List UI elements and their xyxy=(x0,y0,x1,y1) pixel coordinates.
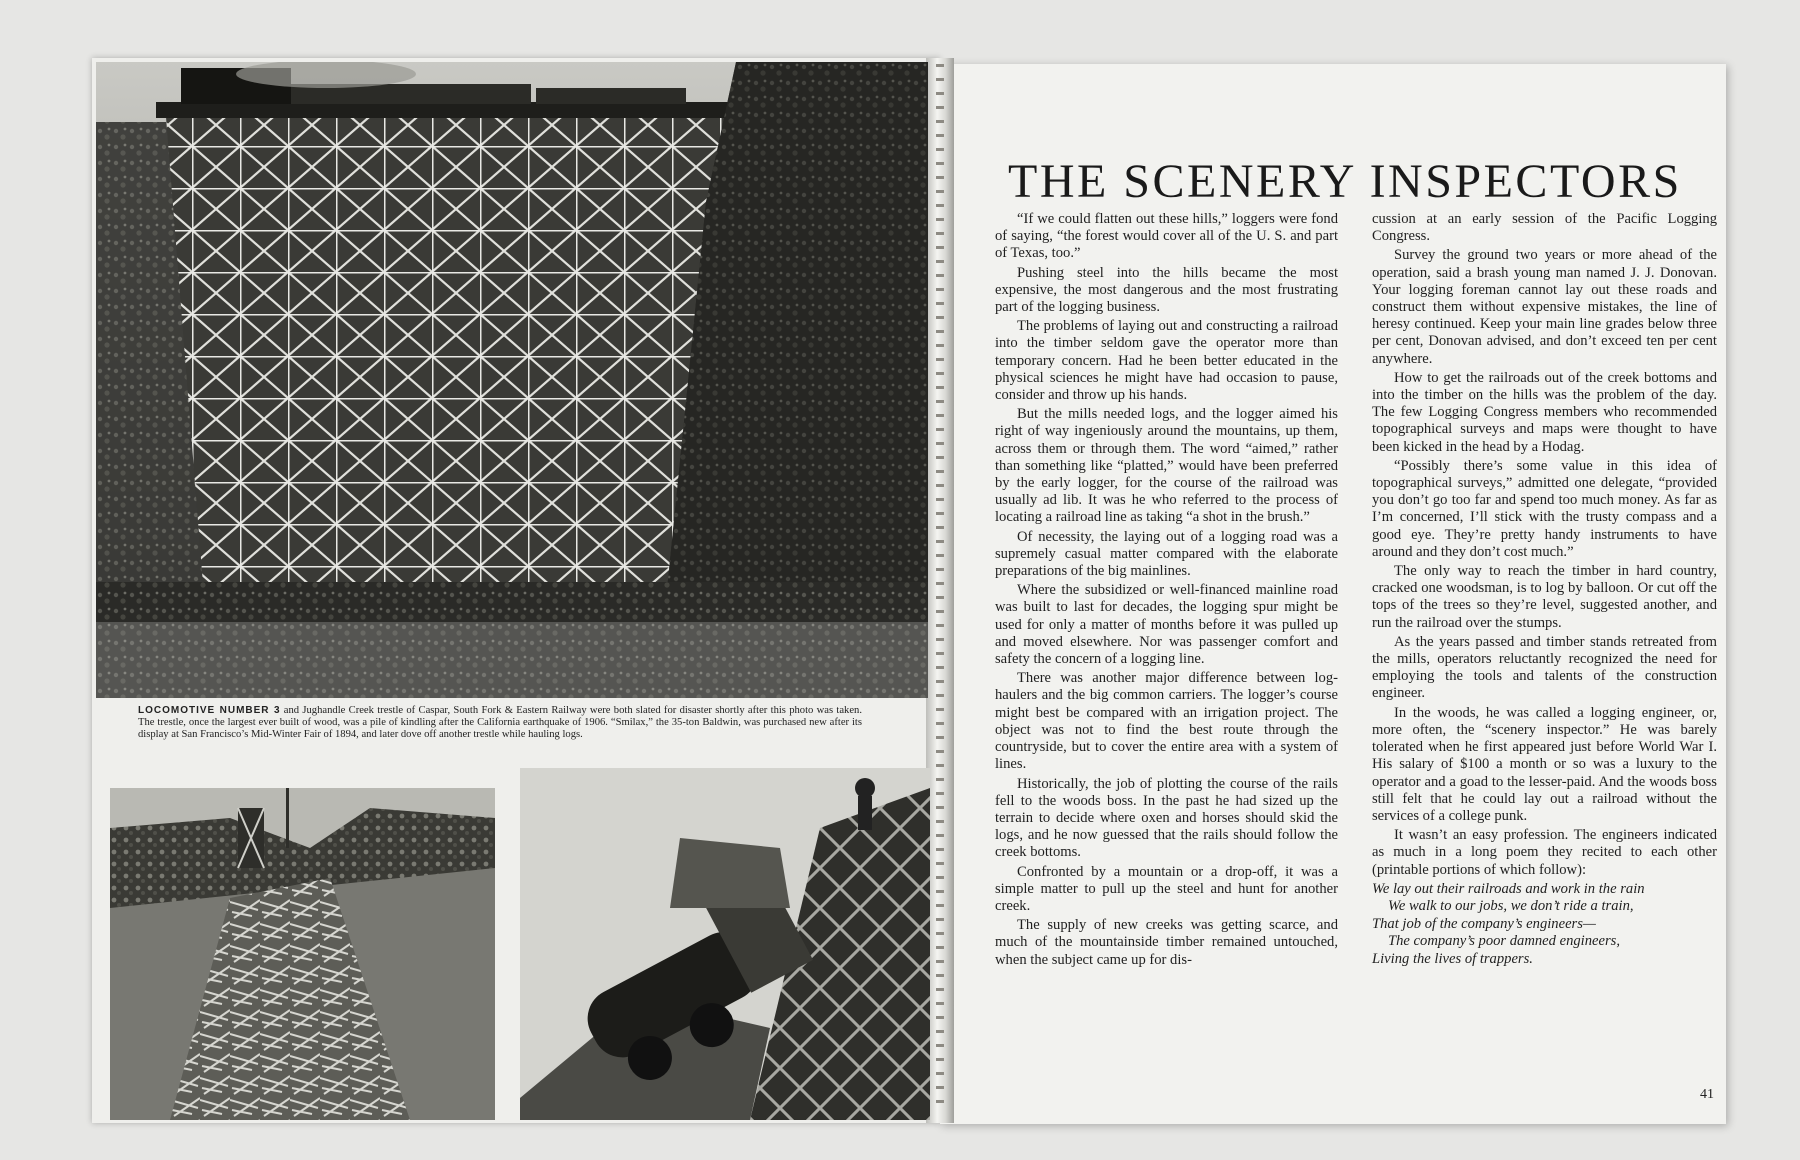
caption-text: and Jughandle Creek trestle of Caspar, South Fork & Eastern Railway were both slated for disaster shortly after this photo was taken. The trestle, once the largest ever built of wood, was a pile of kindling after the California earthquake of 1906. “Smilax,” the 35-ton Baldwin, was purchased new after its display at San Francisco’s Mid-Winter Fair of 1894, and later dove off another trestle while hauling logs. xyxy=(138,705,862,740)
paragraph: How to get the railroads out of the creek bottoms and into the timber on the hills was the problem of the day. The few Logging Congress members who recommended topographical surveys and maps were thought to have been kicked in the head by a Hodag. xyxy=(1372,369,1717,455)
poem-line: We walk to our jobs, we don’t ride a train, xyxy=(1388,898,1634,915)
paragraph: There was another major difference between log-haulers and the big common carriers. The logger’s course might best be compared with an irrigation project. The object was not to find the best route through the countryside, but to cover the entire area with a system of lines. xyxy=(995,670,1338,773)
trestle-photo-image xyxy=(96,62,928,698)
poem-line: The company’s poor damned engineers, xyxy=(1388,933,1620,950)
poem xyxy=(1372,881,1717,969)
article-column-1 xyxy=(995,211,1338,971)
wrecked-trestle-photo xyxy=(110,788,495,1120)
locomotive-wreck-image xyxy=(520,768,930,1120)
paragraph: Confronted by a mountain or a drop-off, it was a simple matter to pull up the steel and hunt for another creek. xyxy=(995,863,1338,914)
photo-caption xyxy=(138,705,862,741)
paragraph: Pushing steel into the hills became the most expensive, the most dangerous and the most frustrating part of the logging business. xyxy=(995,264,1338,316)
locomotive-wreck-photo xyxy=(520,768,930,1120)
paragraph: The problems of laying out and constructing a railroad into the timber seldom gave the operator more than temporary concern. Had he been better educated in the physical sciences he might have had occasion to pause, consider and throw up his hands. xyxy=(995,318,1338,404)
wrecked-trestle-image xyxy=(110,788,495,1120)
paragraph: Of necessity, the laying out of a logging road was a supremely casual matter compared with the elaborate preparations of the big mainlines. xyxy=(995,528,1338,580)
poem-line: Living the lives of trappers. xyxy=(1372,950,1533,967)
paragraph: “Possibly there’s some value in this idea of topographical surveys,” admitted one delegate, “provided you don’t go too far and spend too much money. As far as I’m concerned, I’ll stick with the trusty compass and a good eye. They’re pretty handy instruments to have around and they don’t cost much.” xyxy=(1372,457,1717,560)
poem-line: That job of the company’s engineers— xyxy=(1372,915,1596,932)
caption-lead: LOCOMOTIVE NUMBER 3 xyxy=(138,705,281,716)
paragraph: It wasn’t an easy profession. The engineers indicated as much in a long poem they recited to each other (printable portions of which follow): xyxy=(1372,827,1717,878)
paragraph: Historically, the job of plotting the course of the rails fell to the woods boss. In the past he had sized up the terrain to decide where oxen and horses should skid the logs, and he now guessed that the rails should follow the creek bottoms. xyxy=(995,775,1338,861)
paragraph-continuation: cussion at an early session of the Pacific Logging Congress. xyxy=(1372,211,1717,245)
trestle-photo xyxy=(96,62,928,698)
article-column-2 xyxy=(1372,211,1717,968)
paragraph: Survey the ground two years or more ahead of the operation, said a brash young man named J. J. Donovan. Your logging foreman cannot lay out these roads and construct them without expensive mistakes, the line of heresy continued. Keep your main line grades below three per cent, Donovan advised, and don’t exceed ten per cent anywhere. xyxy=(1372,247,1717,367)
spiral-binding xyxy=(936,64,944,1114)
poem-line: We lay out their railroads and work in the rain xyxy=(1372,880,1645,897)
paragraph: The only way to reach the timber in hard country, cracked one woodsman, is to log by balloon. Or cut off the tops of the trees so they’re level, suggested another, and run the railroad over the stumps. xyxy=(1372,563,1717,631)
paragraph: The supply of new creeks was getting scarce, and much of the mountainside timber remained untouched, when the subject came up for dis- xyxy=(995,917,1338,968)
paragraph: But the mills needed logs, and the logger aimed his right of way ingeniously around the mountains, up them, across them or through them. The word “aimed,” rather than something like “platted,” would have been preferred by the early logger, for the course of the railroad was usually ad lib. It was he who referred to the process of locating a railroad line as taking “a shot in the brush.” xyxy=(995,406,1338,526)
paragraph: “If we could flatten out these hills,” loggers were fond of saying, “the forest would cover all of the U. S. and part of Texas, too.” xyxy=(995,211,1338,262)
article-title: THE SCENERY INSPECTORS xyxy=(1008,155,1682,209)
paragraph: In the woods, he was called a logging engineer, or, more often, the “scenery inspector.” He was barely tolerated when he first appeared just before World War I. His salary of $100 a month or so was a luxury to the operator and a goad to the lesser-paid. And the woods boss still felt that he could lay out a railroad without the services of a college punk. xyxy=(1372,704,1717,824)
paragraph: As the years passed and timber stands retreated from the mills, operators reluctantly recognized the need for employing the tools and talents of the construction engineer. xyxy=(1372,633,1717,702)
paragraph: Where the subsidized or well-financed mainline road was built to last for decades, the logging spur might be used for only a matter of months before it was pulled up and moved elsewhere. Nor was passenger comfort and safety the concern of a logging line. xyxy=(995,582,1338,668)
page-number: 41 xyxy=(1700,1087,1714,1102)
